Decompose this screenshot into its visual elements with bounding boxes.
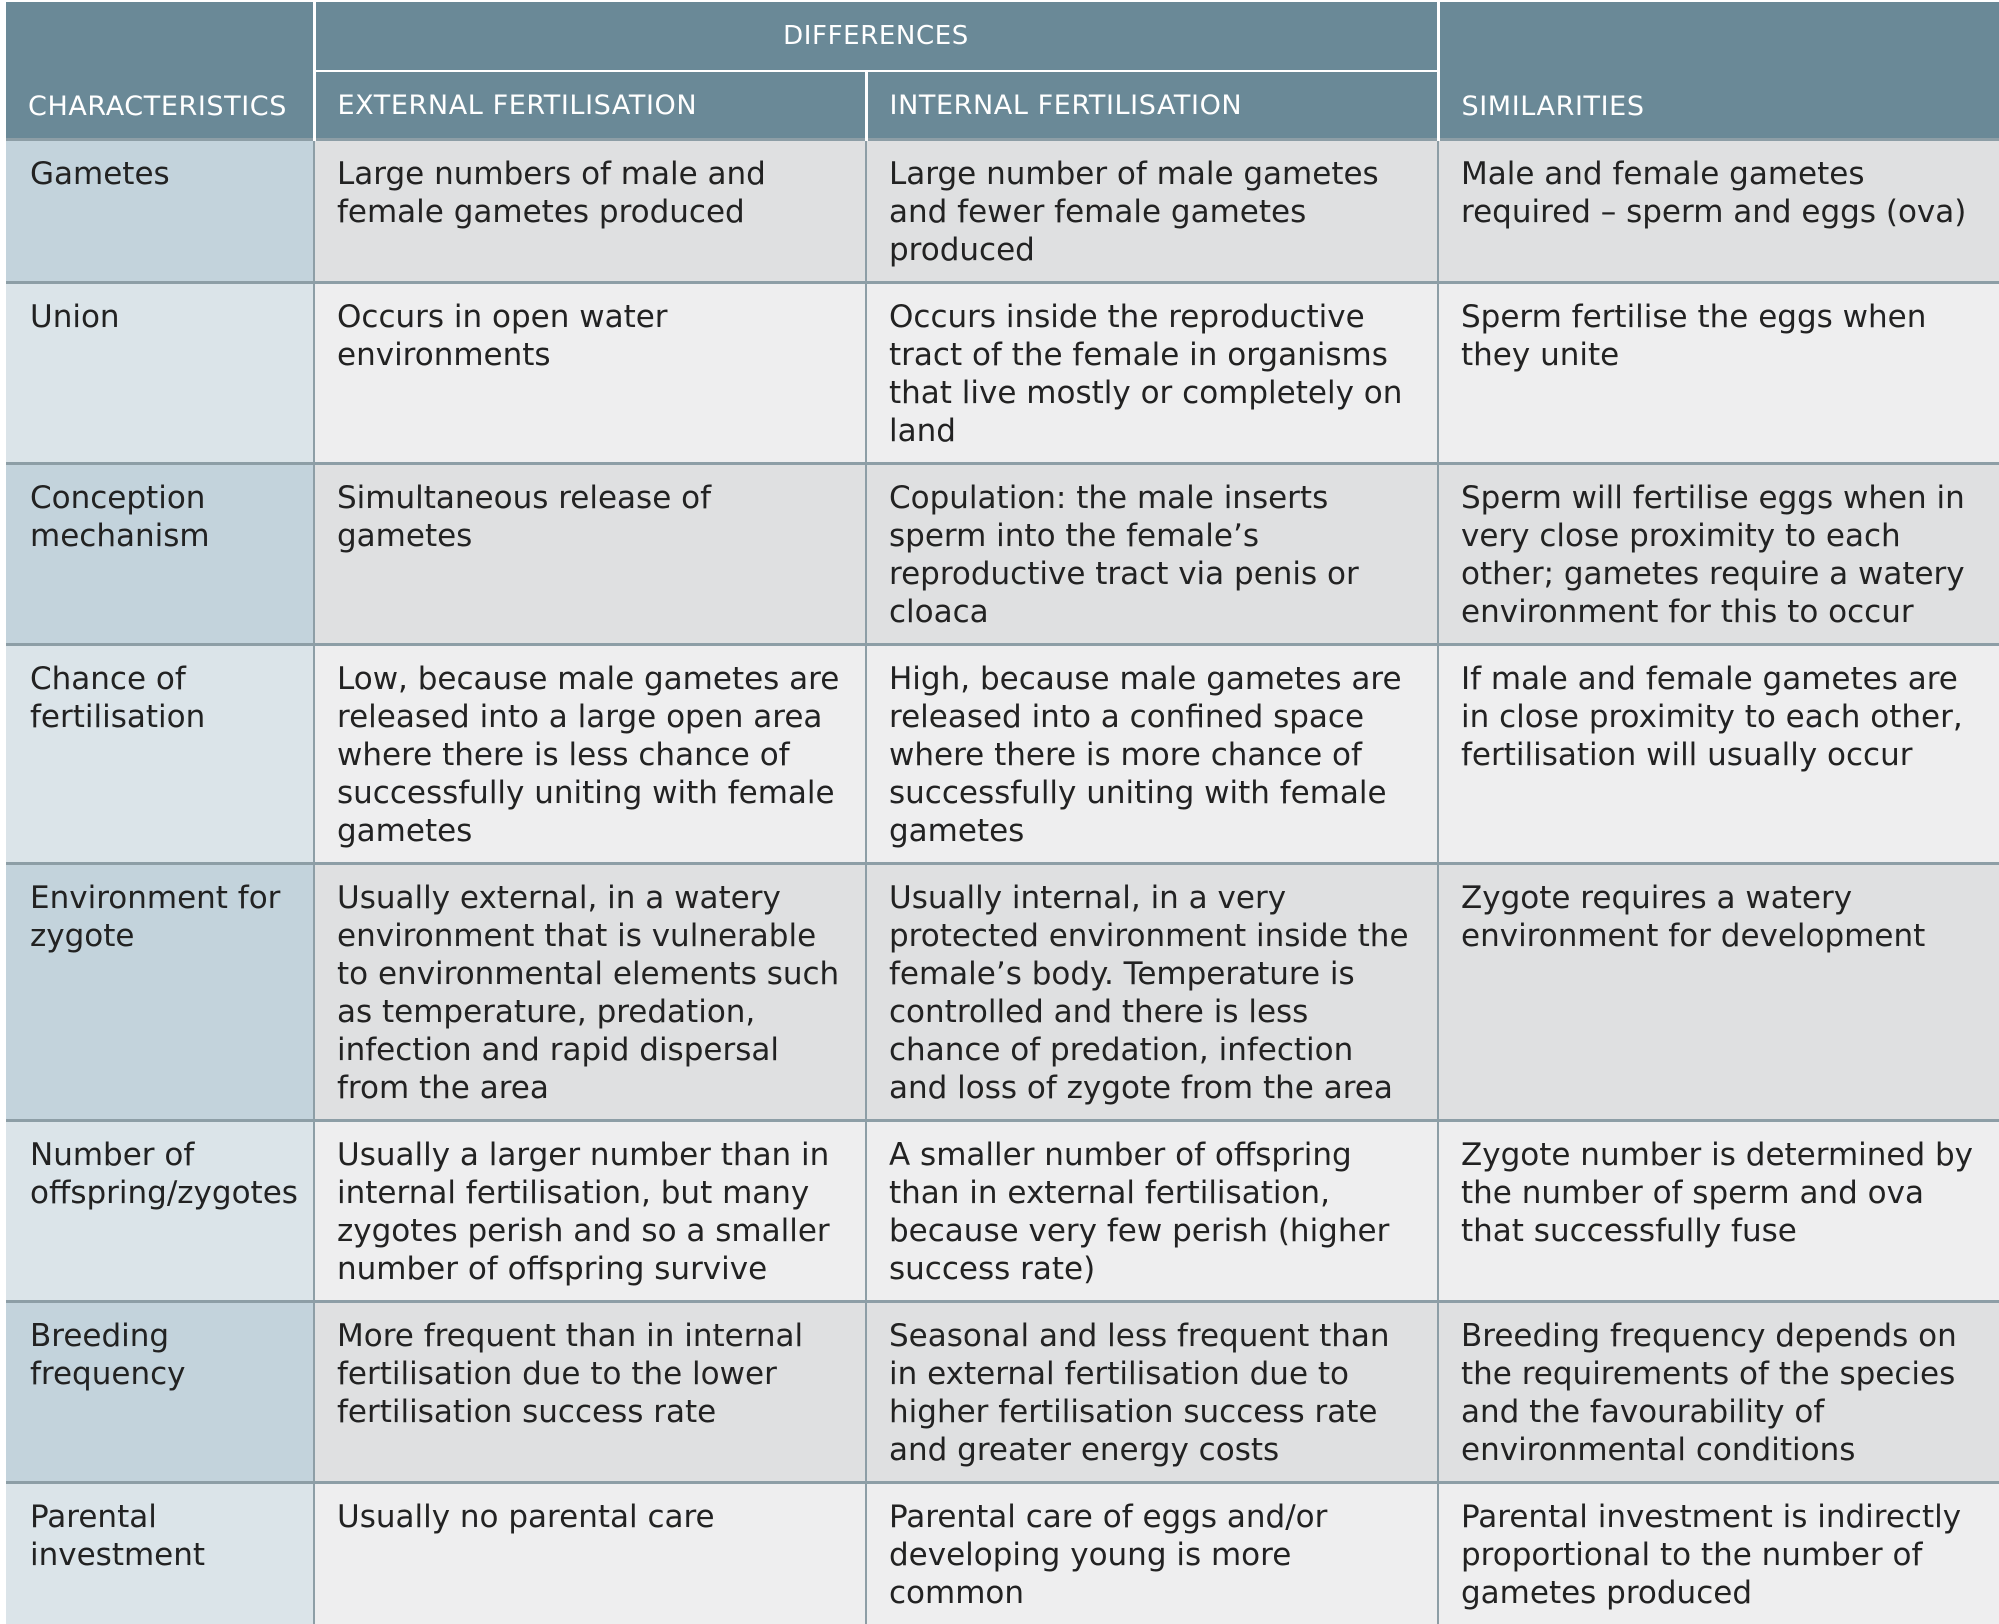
row-characteristic: Union [6,283,314,464]
external-cell: Large numbers of male and female gametes produced [314,140,866,283]
similarities-cell: Zygote requires a watery environment for development [1438,864,1999,1121]
table-header [6,2,1999,140]
similarities-cell: Parental investment is indirectly proportional to the number of gametes produced [1438,1483,1999,1624]
row-characteristic: Chance of fertilisation [6,645,314,864]
row-characteristic: Conception mechanism [6,464,314,645]
similarities-cell: If male and female gametes are in close proximity to each other, fertilisation will usually occur [1438,645,1999,864]
similarities-cell: Sperm will fertilise eggs when in very close proximity to each other; gametes require a watery environment for this to occur [1438,464,1999,645]
row-characteristic: Parental investment [6,1483,314,1624]
external-cell: Usually no parental care [314,1483,866,1624]
internal-cell: Copulation: the male inserts sperm into the female’s reproductive tract via penis or cloaca [866,464,1438,645]
row-characteristic: Gametes [6,140,314,283]
internal-cell: Usually internal, in a very protected environment inside the female’s body. Temperature is controlled and there is less chance of predation, infection and loss of zygote from the area [866,864,1438,1121]
table-row [6,645,1999,864]
internal-cell: Parental care of eggs and/or developing young is more common [866,1483,1438,1624]
table-row [6,864,1999,1121]
external-cell: Occurs in open water environments [314,283,866,464]
header-differences: DIFFERENCES [314,2,1438,71]
external-cell: More frequent than in internal fertilisation due to the lower fertilisation success rate [314,1302,866,1483]
table-row [6,464,1999,645]
header-external-fertilisation: EXTERNAL FERTILISATION [314,71,866,140]
external-cell: Low, because male gametes are released into a large open area where there is less chance of successfully uniting with female gametes [314,645,866,864]
table-row [6,283,1999,464]
header-internal-fertilisation: INTERNAL FERTILISATION [866,71,1438,140]
row-characteristic: Breeding frequency [6,1302,314,1483]
header-similarities: SIMILARITIES [1438,2,1999,140]
internal-cell: Seasonal and less frequent than in external fertilisation due to higher fertilisation success rate and greater energy costs [866,1302,1438,1483]
external-cell: Usually external, in a watery environment that is vulnerable to environmental elements such as temperature, predation, infection and rapid dispersal from the area [314,864,866,1121]
table-row [6,1302,1999,1483]
table-row [6,140,1999,283]
table-row [6,1121,1999,1302]
similarities-cell: Sperm fertilise the eggs when they unite [1438,283,1999,464]
row-characteristic: Number of offspring/zygotes [6,1121,314,1302]
internal-cell: A smaller number of offspring than in external fertilisation, because very few perish (higher success rate) [866,1121,1438,1302]
similarities-cell: Breeding frequency depends on the requirements of the species and the favourability of environmental conditions [1438,1302,1999,1483]
internal-cell: Occurs inside the reproductive tract of the female in organisms that live mostly or completely on land [866,283,1438,464]
external-cell: Simultaneous release of gametes [314,464,866,645]
external-cell: Usually a larger number than in internal fertilisation, but many zygotes perish and so a smaller number of offspring survive [314,1121,866,1302]
internal-cell: High, because male gametes are released into a confined space where there is more chance of successfully uniting with female gametes [866,645,1438,864]
fertilisation-comparison-table [6,2,1999,1624]
header-characteristics: CHARACTERISTICS [6,2,314,140]
table-body [6,140,1999,1624]
similarities-cell: Male and female gametes required – sperm and eggs (ova) [1438,140,1999,283]
table-row [6,1483,1999,1624]
row-characteristic: Environment for zygote [6,864,314,1121]
internal-cell: Large number of male gametes and fewer female gametes produced [866,140,1438,283]
similarities-cell: Zygote number is determined by the number of sperm and ova that successfully fuse [1438,1121,1999,1302]
